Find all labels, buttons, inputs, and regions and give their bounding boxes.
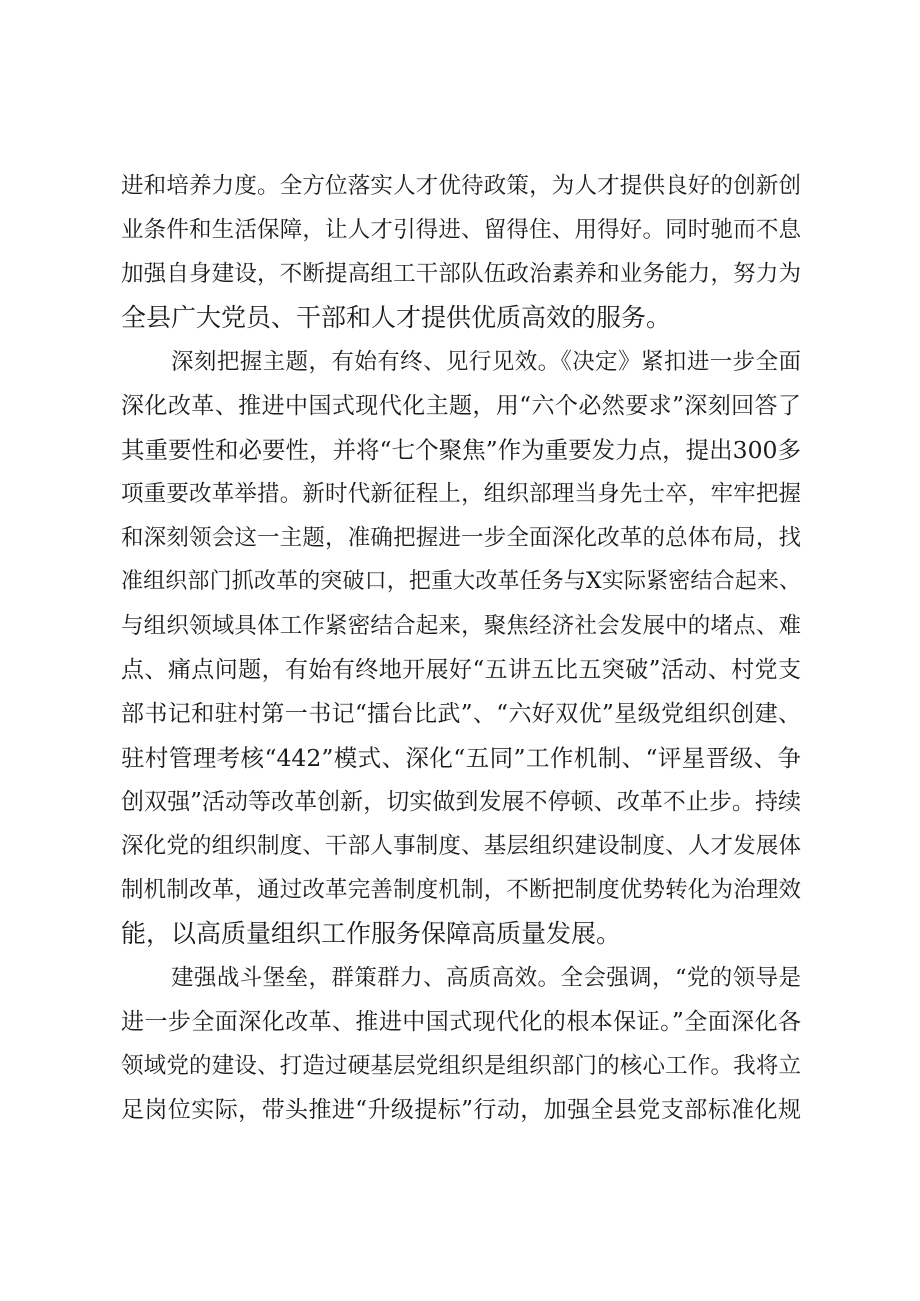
paragraph-line: 制机制改革，通过改革完善制度机制，不断把制度优势转化为治理效: [121, 877, 801, 903]
paragraph-line: 与组织领域具体工作紧密结合起来，聚焦经济社会发展中的堵点、难: [121, 613, 801, 639]
paragraph-line: 和深刻领会这一主题，准确把握进一步全面深化改革的总体布局，找: [121, 525, 801, 551]
paragraph-line: 进和培养力度。全方位落实人才优待政策，为人才提供良好的创新创: [121, 173, 801, 199]
paragraph-line: 创双强”活动等改革创新，切实做到发展不停顿、改革不止步。持续: [121, 789, 801, 815]
paragraph-line: 领域党的建设、打造过硬基层党组织是组织部门的核心工作。我将立: [121, 1053, 801, 1079]
paragraph-line: 深化党的组织制度、干部人事制度、基层组织建设制度、人才发展体: [121, 833, 801, 859]
paragraph-line: 建强战斗堡垒，群策群力、高质高效。全会强调，“党的领导是: [171, 965, 801, 991]
paragraph-line: 项重要改革举措。新时代新征程上，组织部理当身先士卒，牢牢把握: [121, 481, 801, 507]
paragraph-line: 足岗位实际，带头推进“升级提标”行动，加强全县党支部标准化规: [121, 1097, 801, 1123]
paragraph-line: 准组织部门抓改革的突破口，把重大改革任务与X实际紧密结合起来、: [121, 569, 801, 594]
paragraph-line: 其重要性和必要性，并将“七个聚焦”作为重要发力点，提出300多: [121, 436, 801, 464]
paragraph-line: 能，以高质量组织工作服务保障高质量发展。: [121, 919, 622, 948]
paragraph-line: 部书记和驻村第一书记“擂台比武”、“六好双优”星级党组织创建、: [121, 701, 801, 727]
paragraph-line: 加强自身建设，不断提高组工干部队伍政治素养和业务能力，努力为: [121, 261, 801, 287]
paragraph-line: 驻村管理考核“442”模式、深化“五同”工作机制、“评星晋级、争: [121, 744, 801, 772]
paragraph-line: 业条件和生活保障，让人才引得进、留得住、用得好。同时驰而不息: [121, 217, 801, 243]
paragraph-line: 点、痛点问题，有始有终地开展好“五讲五比五突破”活动、村党支: [121, 657, 801, 683]
paragraph-line: 进一步全面深化改革、推进中国式现代化的根本保证。”全面深化各: [121, 1009, 801, 1035]
paragraph-line: 深化改革、推进中国式现代化主题，用“六个必然要求”深刻回答了: [121, 393, 801, 419]
paragraph-line: 深刻把握主题，有始有终、见行见效。《决定》紧扣进一步全面: [171, 349, 801, 375]
paragraph-line: 全县广大党员、干部和人才提供优质高效的服务。: [121, 303, 672, 332]
